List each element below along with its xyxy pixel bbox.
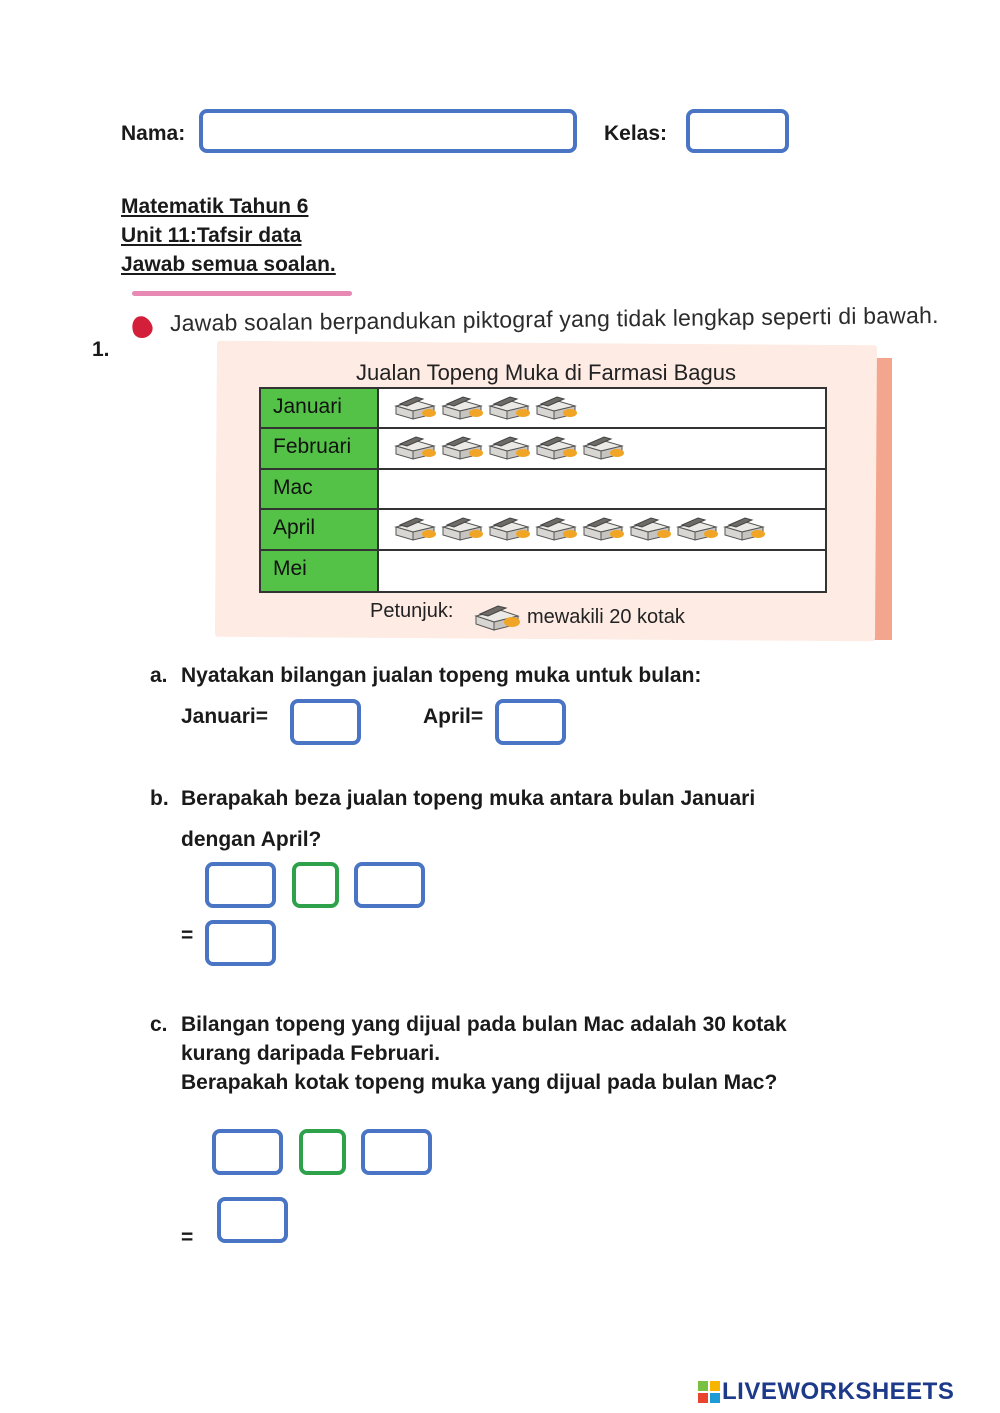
part-b-operand1-input[interactable] bbox=[205, 862, 276, 908]
part-b-question-line2: dengan April? bbox=[181, 828, 322, 851]
name-input[interactable] bbox=[199, 109, 577, 153]
pictograph-row bbox=[261, 551, 825, 591]
part-a-question: Nyatakan bilangan jualan topeng muka untuk bulan: bbox=[181, 664, 702, 687]
mask-box-icon bbox=[581, 435, 625, 461]
brand-name: LIVEWORKSHEETS bbox=[722, 1378, 955, 1405]
mask-box-icon bbox=[393, 435, 437, 461]
pictograph-month-label: Mac bbox=[261, 470, 379, 508]
part-c-result-input[interactable] bbox=[217, 1197, 288, 1243]
mask-box-icon bbox=[581, 516, 625, 542]
pictograph-month-label: Mei bbox=[261, 551, 379, 591]
part-a-letter: a. bbox=[150, 664, 168, 687]
class-input[interactable] bbox=[686, 109, 789, 153]
mask-box-icon bbox=[534, 395, 578, 421]
mask-box-icon bbox=[472, 602, 522, 632]
title-unit: Unit 11:Tafsir data bbox=[121, 224, 302, 247]
title-subject: Matematik Tahun 6 bbox=[121, 195, 309, 218]
mask-box-icon bbox=[534, 516, 578, 542]
mask-box-icon bbox=[487, 435, 531, 461]
pictograph-title: Jualan Topeng Muka di Farmasi Bagus bbox=[356, 360, 736, 385]
pictograph-table bbox=[259, 387, 827, 593]
part-b-operand2-input[interactable] bbox=[354, 862, 425, 908]
part-c-question-line2: kurang daripada Februari. bbox=[181, 1042, 441, 1065]
pictograph-month-label: Februari bbox=[261, 429, 379, 467]
question-number: 1. bbox=[92, 338, 110, 361]
part-c-question-line1: Bilangan topeng yang dijual pada bulan Mac adalah 30 kotak bbox=[181, 1013, 787, 1036]
part-c-letter: c. bbox=[150, 1013, 168, 1036]
decorative-line bbox=[132, 291, 352, 296]
part-b-operator-input[interactable] bbox=[292, 862, 339, 908]
part-c-equals: = bbox=[181, 1226, 194, 1249]
pictograph-row bbox=[261, 470, 825, 510]
april-answer-input[interactable] bbox=[495, 699, 566, 745]
part-b-question-line1: Berapakah beza jualan topeng muka antara bulan Januari bbox=[181, 787, 756, 810]
part-b-equals: = bbox=[181, 924, 194, 947]
liveworksheets-logo-icon bbox=[698, 1381, 720, 1403]
part-b-result-input[interactable] bbox=[205, 920, 276, 966]
pictograph-month-label: Januari bbox=[261, 389, 379, 427]
title-instruction: Jawab semua soalan. bbox=[121, 253, 336, 276]
mask-box-icon bbox=[487, 516, 531, 542]
key-label: Petunjuk: bbox=[370, 600, 454, 622]
key-text: mewakili 20 kotak bbox=[527, 606, 685, 628]
pictograph-row bbox=[261, 389, 825, 429]
mask-box-icon bbox=[487, 395, 531, 421]
mask-box-icon bbox=[440, 516, 484, 542]
mask-box-icon bbox=[393, 395, 437, 421]
pictograph-month-label: April bbox=[261, 510, 379, 548]
part-b-letter: b. bbox=[150, 787, 169, 810]
mask-box-icon bbox=[628, 516, 672, 542]
mask-box-icon bbox=[534, 435, 578, 461]
mask-box-icon bbox=[393, 516, 437, 542]
pictograph-row bbox=[261, 429, 825, 469]
pictograph-instruction: Jawab soalan berpandukan piktograf yang tidak lengkap seperti di bawah. bbox=[169, 301, 939, 337]
januari-answer-input[interactable] bbox=[290, 699, 361, 745]
part-c-operator-input[interactable] bbox=[299, 1129, 346, 1175]
mask-box-icon bbox=[675, 516, 719, 542]
part-c-question-line3: Berapakah kotak topeng muka yang dijual pada bulan Mac? bbox=[181, 1071, 778, 1094]
class-label: Kelas: bbox=[604, 122, 668, 145]
mask-box-icon bbox=[722, 516, 766, 542]
part-c-operand2-input[interactable] bbox=[361, 1129, 432, 1175]
part-c-operand1-input[interactable] bbox=[212, 1129, 283, 1175]
name-label: Nama: bbox=[121, 122, 186, 145]
januari-label: Januari= bbox=[181, 705, 268, 728]
pictograph-row bbox=[261, 510, 825, 550]
april-label: April= bbox=[423, 705, 484, 728]
mask-box-icon bbox=[440, 435, 484, 461]
mask-box-icon bbox=[440, 395, 484, 421]
